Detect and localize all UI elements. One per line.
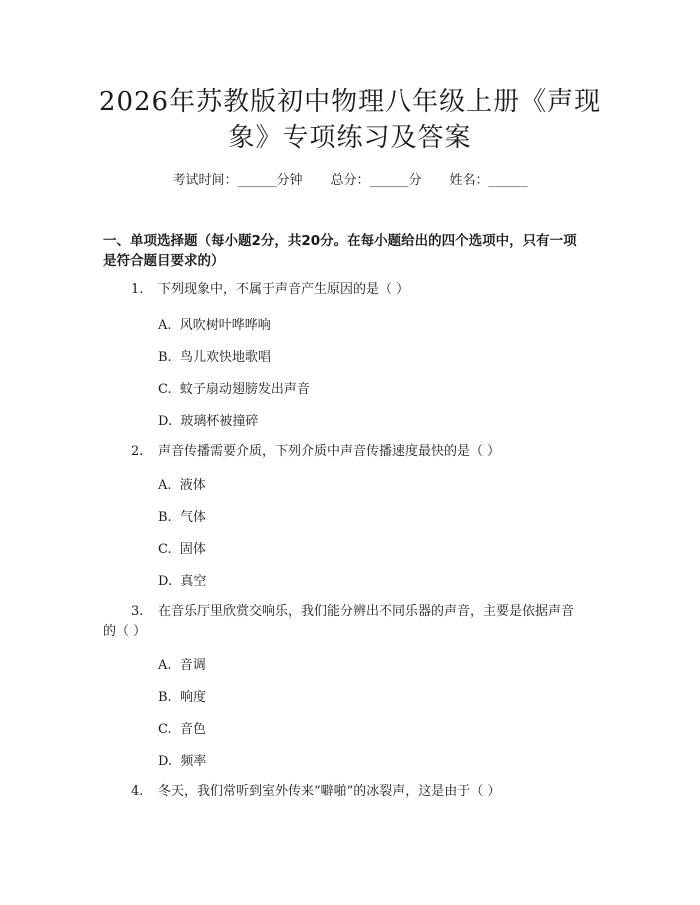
title-line-2: 象》专项练习及答案 xyxy=(228,123,472,153)
total-score-field: 总分：______分 xyxy=(330,173,422,188)
question-2-text: 声音传播需要介质，下列介质中声音传播速度最快的是（ ） xyxy=(158,444,501,459)
question-3-option-b: B. 响度 xyxy=(158,690,206,705)
question-2-option-b: B. 气体 xyxy=(158,510,206,525)
question-1-option-c: C. 蚊子扇动翅膀发出声音 xyxy=(158,382,310,397)
student-name-field: 姓名：______ xyxy=(449,173,528,188)
question-1-option-a: A. 风吹树叶哗哗响 xyxy=(158,318,271,333)
title-line-1: 2026年苏教版初中物理八年级上册《声现 xyxy=(98,87,602,117)
exam-meta xyxy=(0,169,700,188)
question-2-number: 2. xyxy=(131,444,144,459)
question-3-option-c: C. 音色 xyxy=(158,722,206,737)
question-1-option-d: D. 玻璃杯被撞碎 xyxy=(158,414,259,429)
question-3-number: 3. xyxy=(131,604,144,619)
question-3-text: 在音乐厅里欣赏交响乐，我们能分辨出不同乐器的声音，主要是依据声音 xyxy=(158,604,575,619)
question-3-option-a: A. 音调 xyxy=(158,658,206,673)
question-1-number: 1. xyxy=(131,282,144,297)
question-2-option-c: C. 固体 xyxy=(158,542,206,557)
question-2-option-d: D. 真空 xyxy=(158,574,207,589)
question-1-text: 下列现象中，不属于声音产生原因的是（ ） xyxy=(158,282,410,297)
question-3-option-d: D. 频率 xyxy=(158,754,207,769)
section-heading-line-2: 是符合题目要求的） xyxy=(103,253,225,269)
question-4-text: 冬天，我们常听到室外传来“噼啪”的冰裂声，这是由于（ ） xyxy=(158,784,501,799)
section-heading-line-1: 一、单项选择题（每小题2分，共20分。在每小题给出的四个选项中，只有一项 xyxy=(103,233,577,249)
question-1-option-b: B. 鸟儿欢快地歌唱 xyxy=(158,350,271,365)
question-4-number: 4. xyxy=(131,784,144,799)
question-2-option-a: A. 液体 xyxy=(158,478,206,493)
question-3-text-continued: 的（ ） xyxy=(103,624,147,639)
exam-time-field: 考试时间：______分钟 xyxy=(172,173,303,188)
